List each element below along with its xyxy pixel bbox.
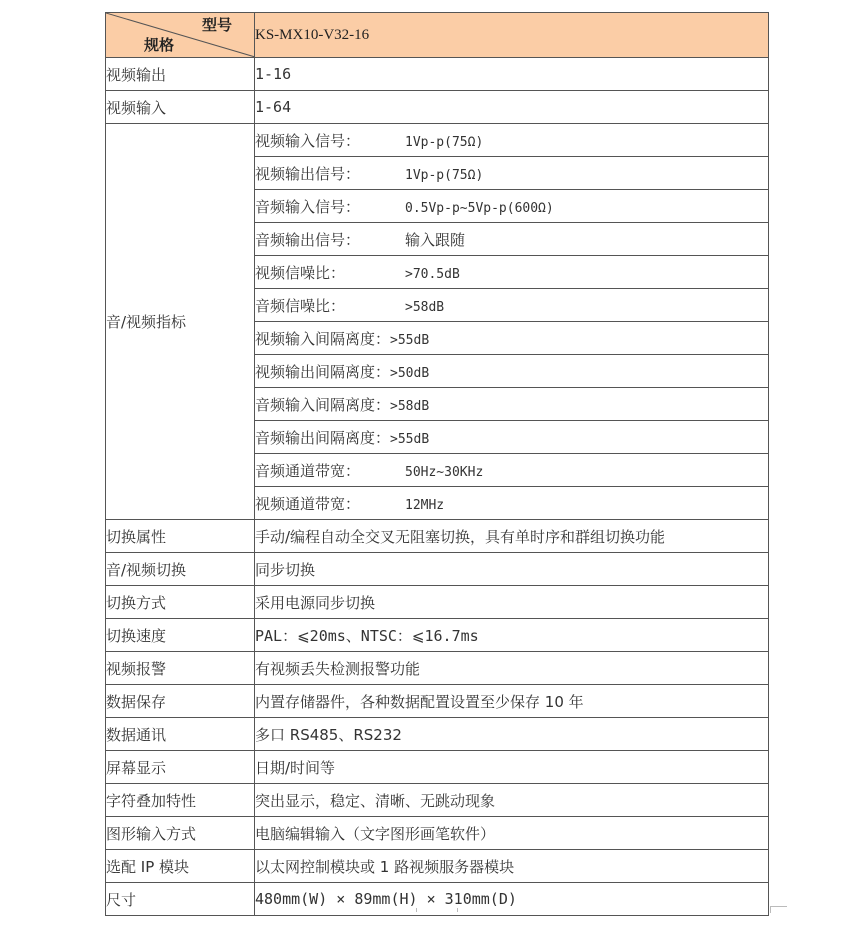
header-corner-cell bbox=[106, 13, 255, 58]
row-name: 尺寸 bbox=[106, 883, 255, 916]
table-row bbox=[106, 850, 769, 883]
row-value: 以太网控制模块或 1 路视频服务器模块 bbox=[255, 850, 769, 883]
av-item bbox=[255, 190, 769, 223]
row-value: 内置存储器件，各种数据配置设置至少保存 10 年 bbox=[255, 685, 769, 718]
av-item-value: 输入跟随 bbox=[405, 230, 466, 249]
row-name: 选配 IP 模块 bbox=[106, 850, 255, 883]
av-item-label: 视频输入信号： bbox=[255, 131, 361, 150]
av-item bbox=[255, 355, 769, 388]
row-value: 1-64 bbox=[255, 91, 769, 124]
av-group-name: 音/视频指标 bbox=[106, 124, 255, 520]
row-name: 字符叠加特性 bbox=[106, 784, 255, 817]
av-item bbox=[255, 322, 769, 355]
av-item-value: 1Vp-p(75Ω) bbox=[405, 134, 484, 150]
table-row bbox=[106, 751, 769, 784]
header-row bbox=[106, 13, 769, 58]
row-value: 多口 RS485、RS232 bbox=[255, 718, 769, 751]
av-item-label: 音频通道带宽： bbox=[255, 461, 361, 480]
table-row bbox=[106, 685, 769, 718]
av-item bbox=[255, 157, 769, 190]
av-item bbox=[255, 421, 769, 454]
row-name: 视频报警 bbox=[106, 652, 255, 685]
av-item-label: 视频信噪比： bbox=[255, 263, 346, 282]
page-edge-mark bbox=[416, 908, 458, 912]
av-item-value: >55dB bbox=[390, 431, 430, 447]
table-row bbox=[106, 784, 769, 817]
table-row bbox=[106, 652, 769, 685]
av-item-value: >58dB bbox=[405, 299, 445, 315]
av-item bbox=[255, 256, 769, 289]
av-item bbox=[255, 223, 769, 256]
av-item-value: 1Vp-p(75Ω) bbox=[405, 167, 484, 183]
row-name: 视频输出 bbox=[106, 58, 255, 91]
av-item-value: 50Hz~30KHz bbox=[405, 464, 484, 480]
av-item-label: 音频输出信号： bbox=[255, 230, 361, 249]
row-value: PAL：⩽20ms、NTSC：⩽16.7ms bbox=[255, 619, 769, 652]
row-name: 图形输入方式 bbox=[106, 817, 255, 850]
table-row bbox=[106, 718, 769, 751]
av-item bbox=[255, 289, 769, 322]
av-item bbox=[255, 487, 769, 520]
table-row bbox=[106, 91, 769, 124]
av-item-label: 音频输入间隔离度： bbox=[255, 395, 391, 414]
av-item-label: 音频信噪比： bbox=[255, 296, 346, 315]
row-name: 切换速度 bbox=[106, 619, 255, 652]
row-value: 同步切换 bbox=[255, 553, 769, 586]
row-name: 数据通讯 bbox=[106, 718, 255, 751]
table-row bbox=[106, 586, 769, 619]
page-corner-mark bbox=[770, 906, 787, 913]
av-item-label: 音频输入信号： bbox=[255, 197, 361, 216]
av-item bbox=[255, 454, 769, 487]
av-item-value: >70.5dB bbox=[405, 266, 460, 282]
row-value: 手动/编程自动全交叉无阻塞切换，具有单时序和群组切换功能 bbox=[255, 520, 769, 553]
table-row bbox=[106, 58, 769, 91]
row-value: 480mm(W) × 89mm(H) × 310mm(D) bbox=[255, 883, 769, 916]
av-item-label: 视频输出间隔离度： bbox=[255, 362, 391, 381]
av-item-label: 音频输出间隔离度： bbox=[255, 428, 391, 447]
row-name: 切换属性 bbox=[106, 520, 255, 553]
row-name: 屏幕显示 bbox=[106, 751, 255, 784]
header-type-label: 型号 bbox=[201, 16, 232, 34]
row-value: 突出显示，稳定、清晰、无跳动现象 bbox=[255, 784, 769, 817]
row-value: 有视频丢失检测报警功能 bbox=[255, 652, 769, 685]
diagonal-divider bbox=[106, 13, 255, 57]
av-item-value: >58dB bbox=[390, 398, 430, 414]
av-item-label: 视频输入间隔离度： bbox=[255, 329, 391, 348]
row-value: 日期/时间等 bbox=[255, 751, 769, 784]
av-item-label: 视频输出信号： bbox=[255, 164, 361, 183]
table-row bbox=[106, 553, 769, 586]
row-value: 电脑编辑输入（文字图形画笔软件） bbox=[255, 817, 769, 850]
av-item-value: >55dB bbox=[390, 332, 430, 348]
row-name: 视频输入 bbox=[106, 91, 255, 124]
table-row bbox=[106, 817, 769, 850]
row-value: 1-16 bbox=[255, 58, 769, 91]
table-row bbox=[106, 520, 769, 553]
header-spec-label: 规格 bbox=[144, 36, 175, 54]
row-name: 切换方式 bbox=[106, 586, 255, 619]
table-row bbox=[106, 124, 769, 157]
header-model: KS-MX10-V32-16 bbox=[255, 13, 769, 58]
av-item-value: 12MHz bbox=[405, 497, 445, 513]
row-name: 数据保存 bbox=[106, 685, 255, 718]
av-item-value: 0.5Vp-p~5Vp-p(600Ω) bbox=[405, 200, 554, 216]
av-item bbox=[255, 388, 769, 421]
av-item-label: 视频通道带宽： bbox=[255, 494, 361, 513]
row-name: 音/视频切换 bbox=[106, 553, 255, 586]
av-item-value: >50dB bbox=[390, 365, 430, 381]
row-value: 采用电源同步切换 bbox=[255, 586, 769, 619]
av-item bbox=[255, 124, 769, 157]
table-row bbox=[106, 619, 769, 652]
spec-table bbox=[105, 12, 769, 916]
